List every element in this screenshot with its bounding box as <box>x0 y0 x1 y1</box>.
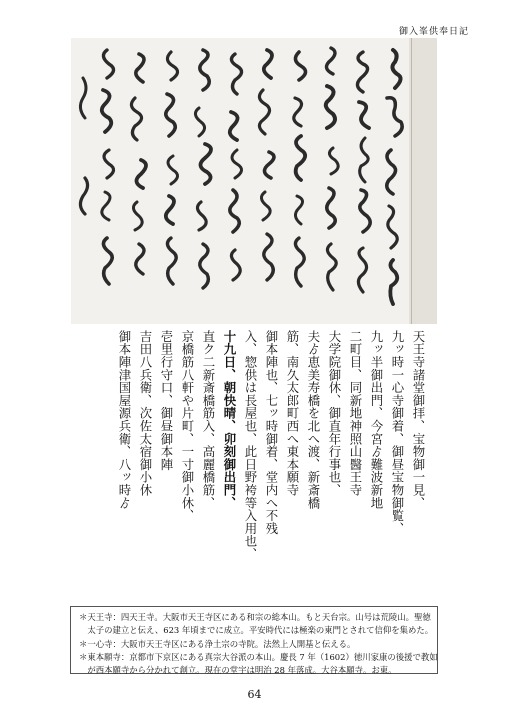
text-line: 御本陣也、七ッ時御着、堂内へ不残 <box>264 330 279 535</box>
text-line: 京橋筋八軒や片町、一寸御小休、 <box>180 330 195 522</box>
text-line: 壱里行守口、御昼御本陣 <box>159 330 174 471</box>
footnote-line: 太子の建立と伝え、623 年頃までに成立。平安時代には極楽の東門とされて信仰を集めた。 <box>79 625 434 636</box>
text-line: 天王寺諸堂御拝、宝物御一見、 <box>411 330 426 510</box>
text-line: 筋、南久太郎町西へ東本願寺 <box>285 330 300 497</box>
text-line: 吉田八兵衛、次佐太宿御小休 <box>138 330 153 497</box>
footnote-line: が西本願寺から分かれて創立。現在の堂宇は明治 28 年落成。大谷本願寺。お東。 <box>79 665 397 676</box>
running-header: 御入峯供奉日記 <box>398 27 469 37</box>
footnote-line: ＊天王寺：四天王寺。大阪市天王寺区にある和宗の総本山。もと天台宗。山号は荒陵山。聖徳 <box>79 612 431 622</box>
text-line: 九ッ半御出門、今宮ゟ難波新地 <box>369 330 384 510</box>
text-line: 入、惣供は長屋也、此日野袴等入用也、 <box>243 330 258 561</box>
transcription-text <box>86 330 428 600</box>
manuscript-brush-strokes <box>71 38 437 324</box>
text-line: 大学院御休、御直年行事也、 <box>327 330 342 497</box>
footnote-line: ＊東本願寺：京都市下京区にある真宗大谷派の本山。慶長 7 年（1602）徳川家康の後援で教如 <box>79 651 438 662</box>
page-number: 64 <box>247 688 262 701</box>
manuscript-photo <box>71 38 437 324</box>
text-line: 夫ゟ恵美寿橋を北へ渡、新斎橋 <box>306 330 321 510</box>
date-line: 十九日、朝快晴、卯刻御出門、 <box>222 330 237 510</box>
footnote-line: ＊一心寺：大阪市天王寺区にある浄土宗の寺院。法然上人開基と伝える。 <box>79 638 356 649</box>
text-line: 九ッ時一心寺御着、御昼宝物御覧、 <box>390 330 405 535</box>
text-line: 御本陣津国屋源兵衛、八ッ時ゟ <box>117 330 132 510</box>
footnotes-box <box>70 606 438 674</box>
text-line: 二町目、同新地神照山醫王寺 <box>348 330 363 497</box>
text-line: 直ク二新斎橋筋入、高麗橋筋、 <box>201 330 216 510</box>
